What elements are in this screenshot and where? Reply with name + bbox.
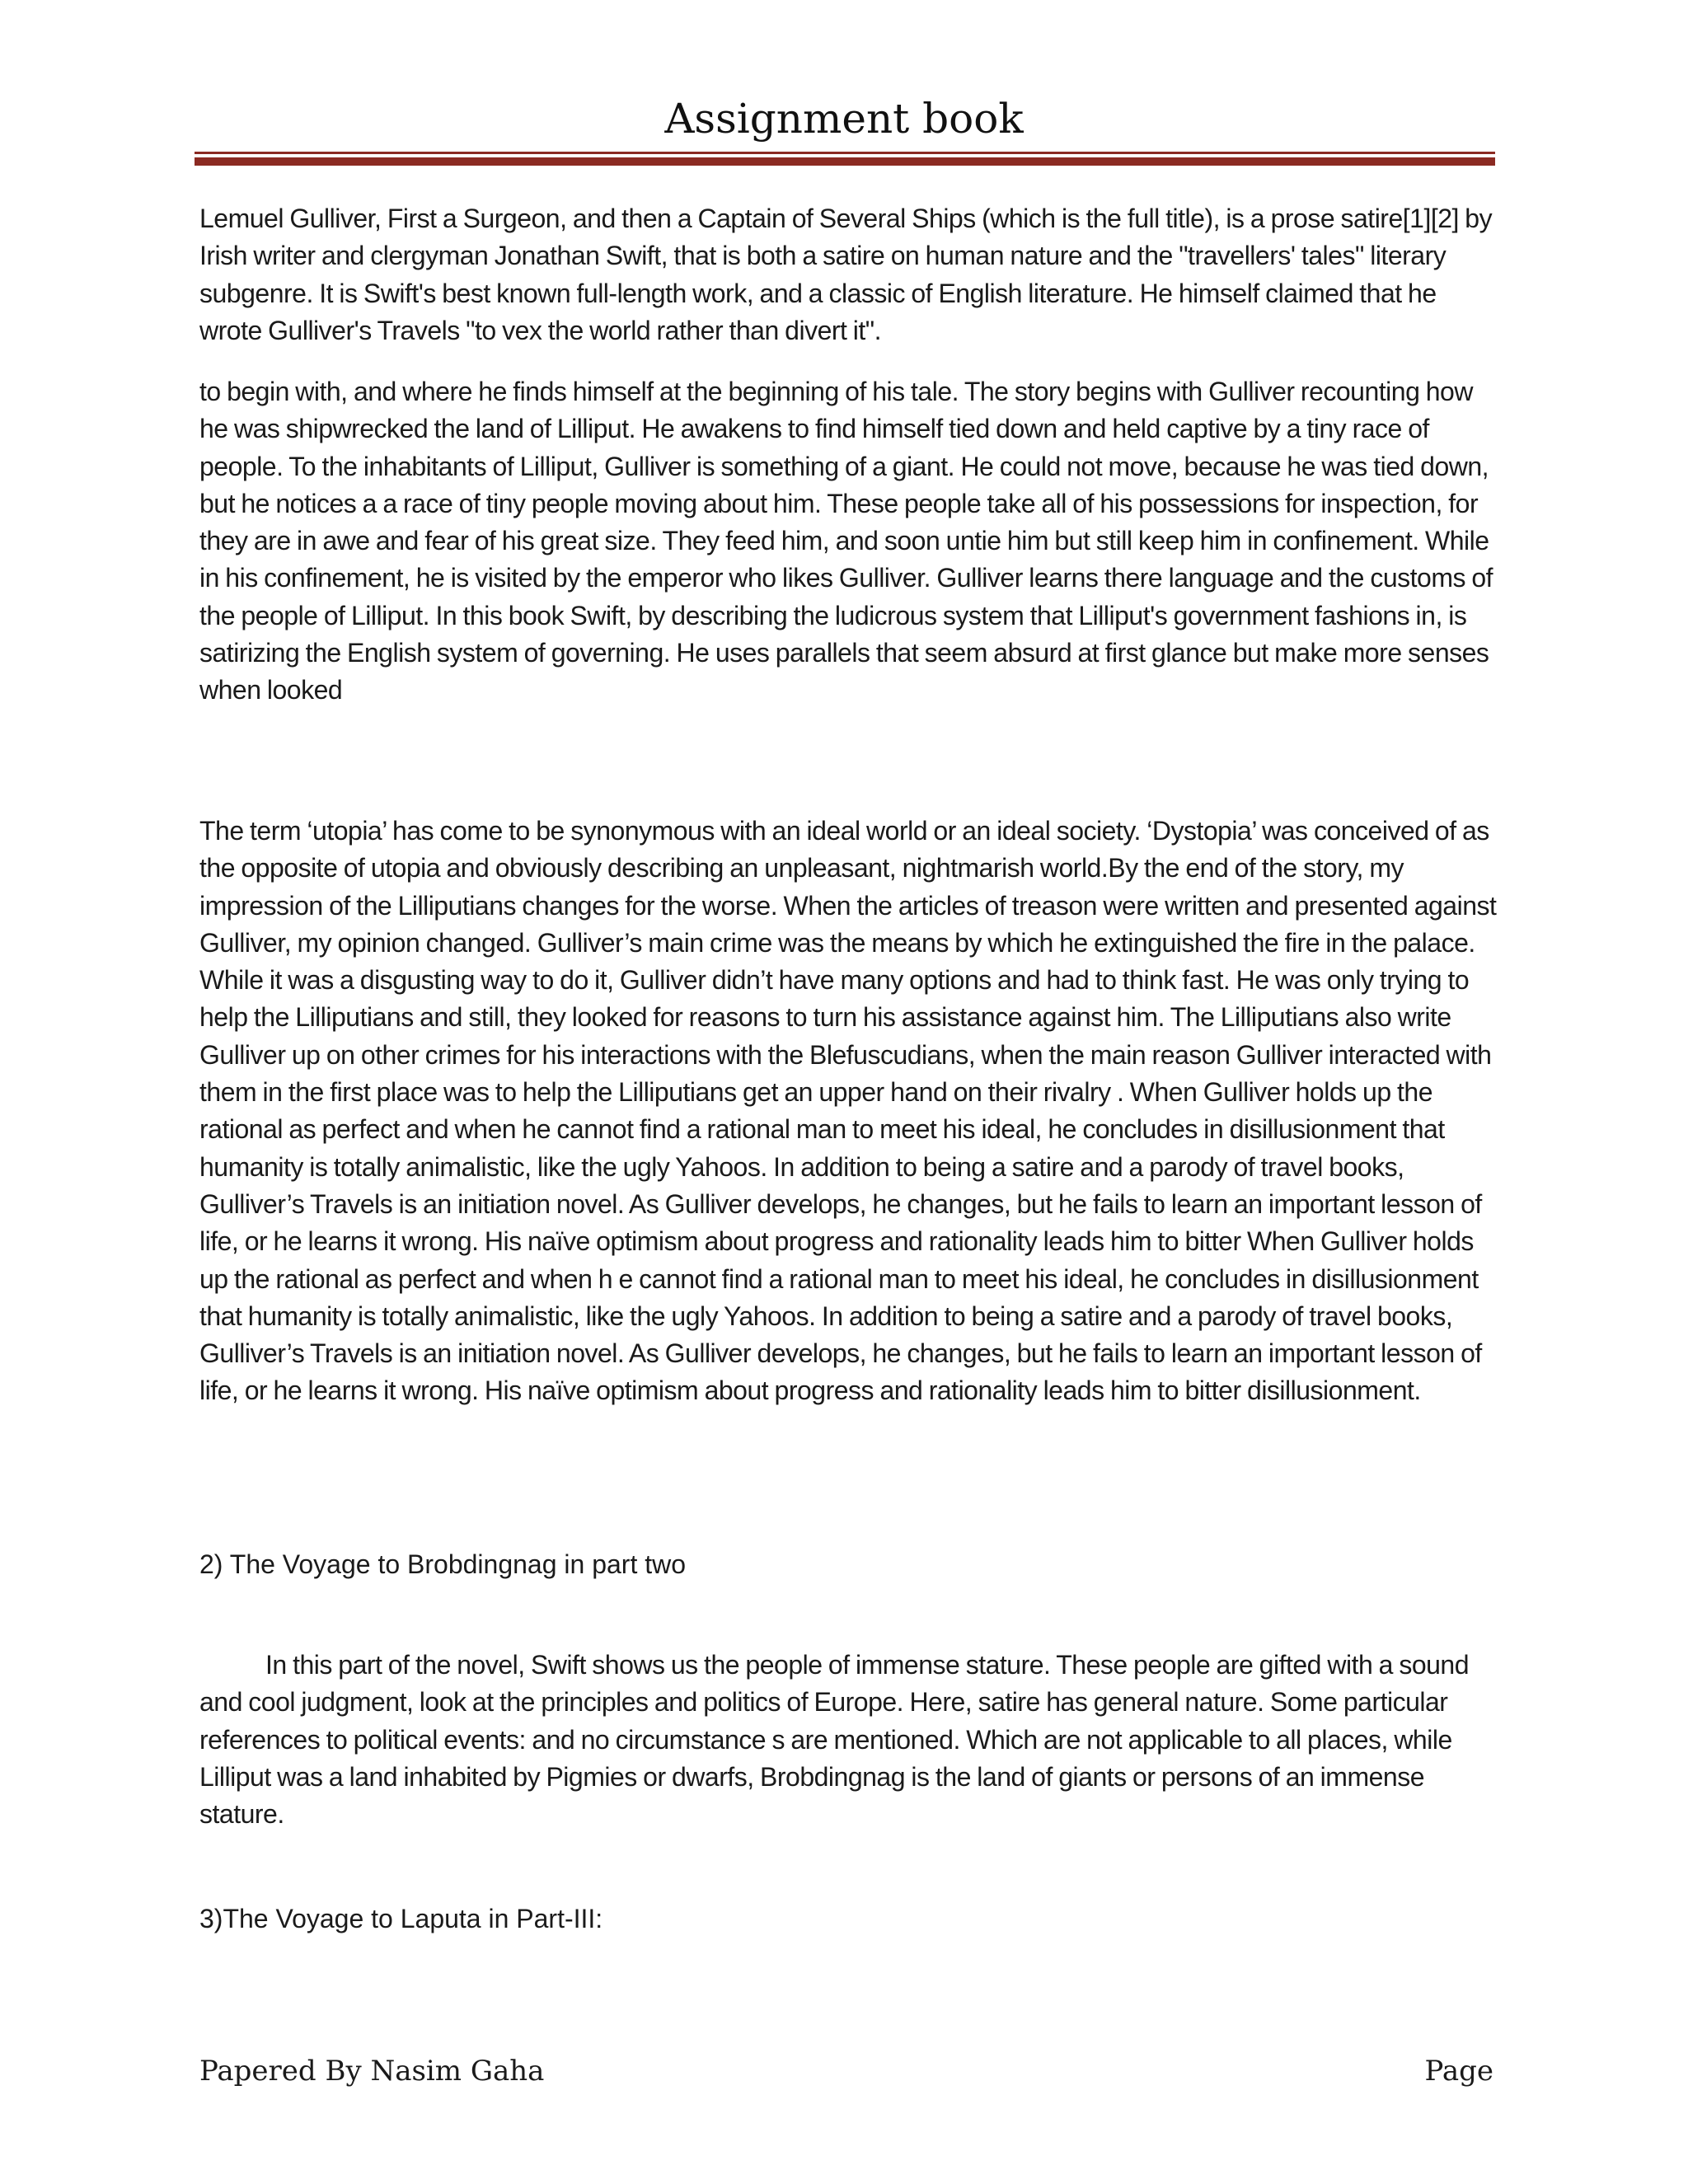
paragraph-brobdingnag — [199, 1647, 1502, 1833]
section-heading-brobdingnag: 2) The Voyage to Brobdingnag in part two — [199, 1549, 687, 1579]
footer-page-label: Page — [1424, 2055, 1493, 2088]
header-rule-thin — [195, 152, 1495, 154]
paragraph-lilliput: to begin with, and where he finds himself at the beginning of his tale. The story begins with Gulliver recounting how he was shipwrecked the land of Lilliput. He awakens to find himself tied down and held captive by a tiny race of people. To the inhabitants of Lilliput, Gulliver is something of a giant. He could not move, because he was tied down, but he notices a a race of tiny people moving about him. These people take all of his possessions for inspection, for they are in awe and fear of his great size. They feed him, and soon untie him but still keep him in confinement. While in his confinement, he is visited by the emperor who likes Gulliver. Gulliver learns there language and the customs of the people of Lilliput. In this book Swift, by describing the ludicrous system that Lilliput's government fashions in, is satirizing the English system of governing. He uses parallels that seem absurd at first glance but make more senses when looked — [199, 377, 1493, 705]
page-title: Assignment book — [664, 95, 1024, 143]
header-rule-thick — [195, 157, 1495, 166]
section-heading-laputa: 3)The Voyage to Laputa in Part-III: — [199, 1904, 603, 1933]
footer-author: Papered By Nasim Gaha — [199, 2055, 545, 2088]
paragraph-brobdingnag-text: In this part of the novel, Swift shows us the people of immense stature. These people are gifted with a sound and cool judgment, look at the principles and politics of Europe. Here, satire has general nature. Some particular references to political events: and no circumstance s are mentioned. Which are not applicable to all places, while Lilliput was a land inhabited by Pigmies or dwarfs, Brobdingnag is the land of giants or persons of an immense stature. — [199, 1650, 1470, 1830]
paragraph-utopia: The term ‘utopia’ has come to be synonymous with an ideal world or an ideal society. ‘Dystopia’ was conceived of as the opposite of utopia and obviously describing an unpleasant, nightmarish world.By the end of the story, my impression of the Lilliputians changes for the worse. When the articles of treason were written and presented against Gulliver, my opinion changed. Gulliver’s main crime was the means by which he extinguished the fire in the palace. While it was a disgusting way to do it, Gulliver didn’t have many options and had to think fast. He was only trying to help the Lilliputians and still, they looked for reasons to turn his assistance against him. The Lilliputians also write Gulliver up on other crimes for his interactions with the Blefuscudians, when the main reason Gulliver interacted with them in the first place was to help the Lilliputians get an upper hand on their rivalry . When Gulliver holds up the rational as perfect and when he cannot find a rational man to meet his ideal, he concludes in disillusionment that humanity is totally animalistic, like the ugly Yahoos. In addition to being a satire and a parody of travel books, Gulliver’s Travels is an initiation novel. As Gulliver develops, he changes, but he fails to learn an important lesson of life, or he learns it wrong. His naïve optimism about progress and rationality leads him to bitter When Gulliver holds up the rational as perfect and when h e cannot find a rational man to meet his ideal, he concludes in disillusionment that humanity is totally animalistic, like the ugly Yahoos. In addition to being a satire and a parody of travel books, Gulliver’s Travels is an initiation novel. As Gulliver develops, he changes, but he fails to learn an important lesson of life, or he learns it wrong. His naïve optimism about progress and rationality leads him to bitter disillusionment. — [199, 816, 1497, 1406]
paragraph-intro: Lemuel Gulliver, First a Surgeon, and then a Captain of Several Ships (which is the full title), is a prose satire[1][2] by Irish writer and clergyman Jonathan Swift, that is both a satire on human nature and the "travellers' tales" literary subgenre. It is Swift's best known full-length work, and a classic of English literature. He himself claimed that he wrote Gulliver's Travels "to vex the world rather than divert it". — [199, 204, 1493, 345]
